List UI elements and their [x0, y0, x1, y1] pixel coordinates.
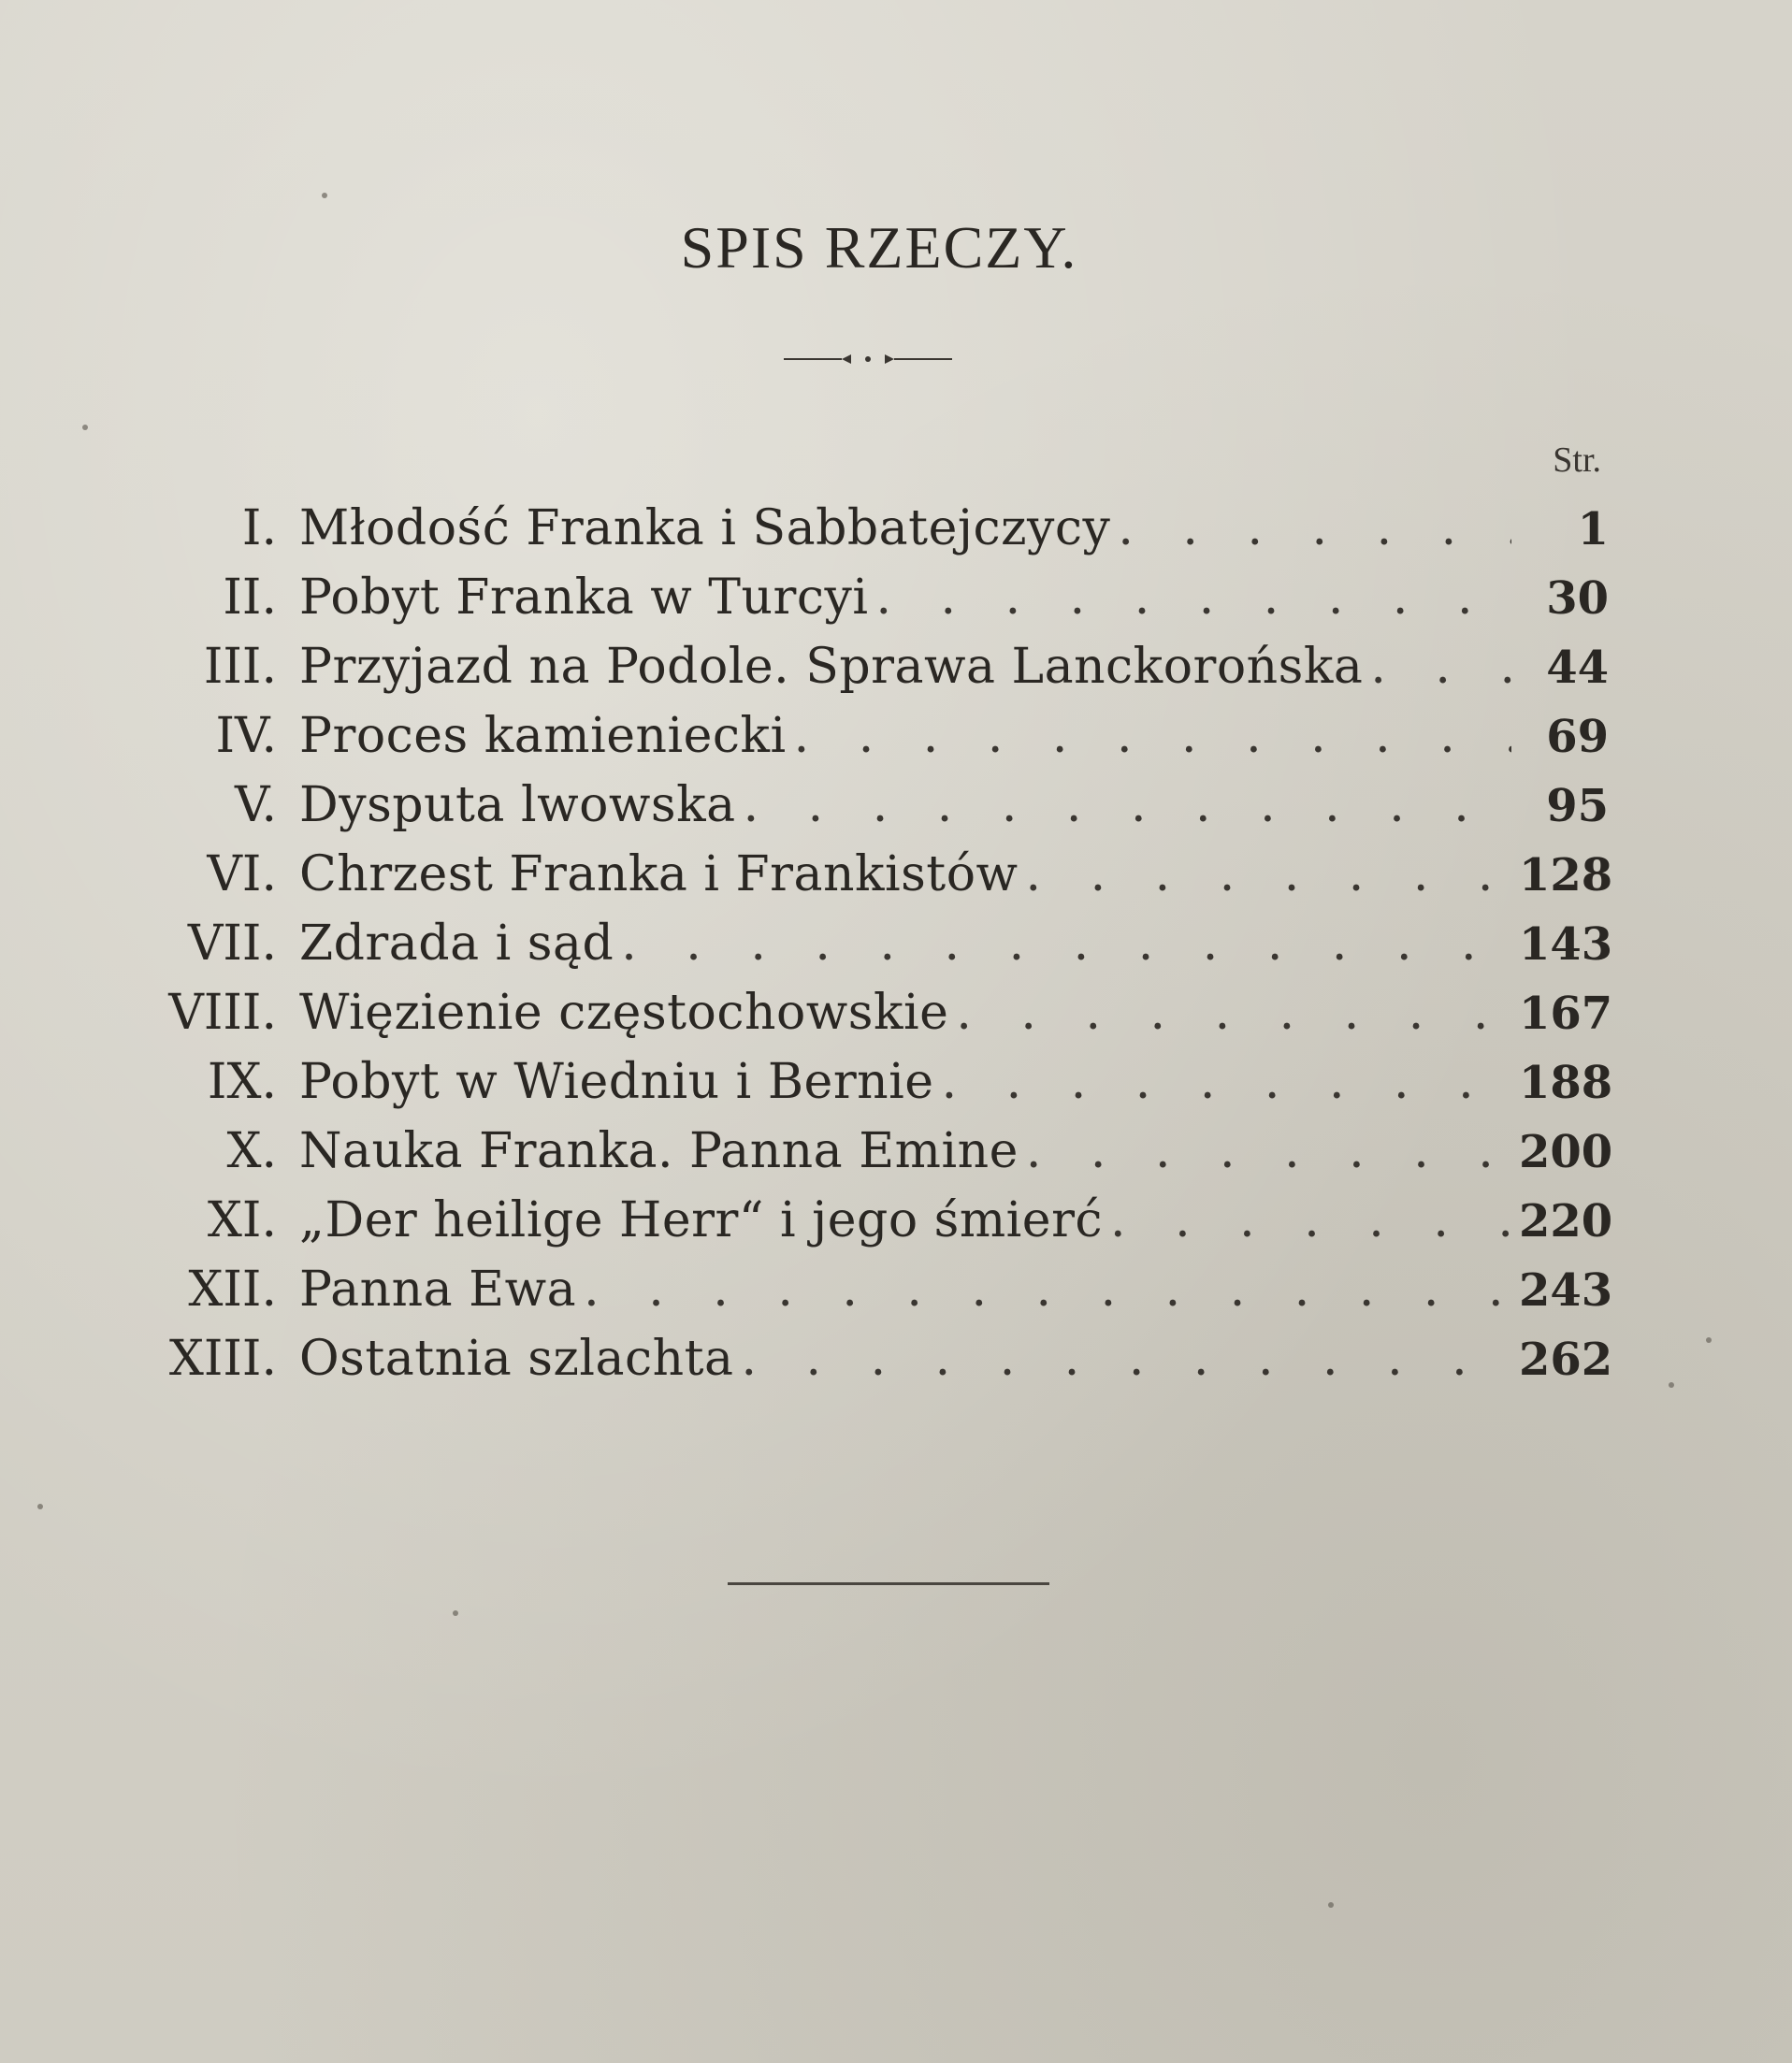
chapter-title: Przyjazd na Podole. Sprawa Lanckorońska: [299, 639, 1364, 695]
chapter-page-number: 243: [1519, 1264, 1613, 1317]
dot-leader: [875, 563, 1511, 632]
dot-leader: [1370, 632, 1511, 701]
chapter-page-number: 262: [1519, 1334, 1613, 1386]
chapter-numeral: X.: [226, 1123, 277, 1179]
dot-leader: [956, 978, 1511, 1047]
toc-entry: [150, 1047, 1613, 1117]
paper-speck: [453, 1610, 458, 1616]
chapter-numeral: VII.: [187, 916, 277, 972]
chapter-page-number: 220: [1519, 1195, 1613, 1248]
paper-speck: [1328, 1902, 1334, 1908]
chapter-title: „Der heilige Herr“ i jego śmierć: [299, 1192, 1104, 1248]
page-column-label: Str.: [1553, 440, 1601, 480]
chapter-title: Młodość Franka i Sabbatejczycy: [299, 500, 1111, 556]
dot-leader: [794, 701, 1511, 771]
chapter-page-number: 95: [1546, 780, 1609, 832]
chapter-page-number: 30: [1546, 572, 1609, 625]
chapter-numeral: VI.: [207, 846, 277, 902]
toc-entry: [150, 1186, 1613, 1255]
closing-rule: [728, 1582, 1049, 1585]
page-title: SPIS RZECZY.: [680, 214, 1078, 281]
chapter-numeral: V.: [235, 777, 277, 833]
paper-speck: [1706, 1337, 1712, 1343]
dot-leader: [1110, 1186, 1511, 1255]
dot-leader: [621, 909, 1511, 978]
dot-leader: [942, 1047, 1511, 1117]
chapter-page-number: 143: [1519, 918, 1613, 971]
dot-leader: [1026, 840, 1511, 909]
chapter-numeral: I.: [241, 500, 277, 556]
toc-entry: [150, 494, 1609, 563]
chapter-page-number: 200: [1519, 1126, 1613, 1178]
dot-leader: [744, 771, 1511, 840]
toc-entry: [150, 701, 1609, 771]
chapter-title: Chrzest Franka i Frankistów: [299, 846, 1019, 902]
toc-entry: [150, 632, 1609, 701]
chapter-title: Dysputa lwowska: [299, 777, 736, 833]
chapter-title: Ostatnia szlachta: [299, 1331, 734, 1387]
toc-entry: [150, 1255, 1613, 1324]
chapter-title: Zdrada i sąd: [299, 916, 614, 972]
chapter-title: Pobyt w Wiedniu i Bernie: [299, 1054, 934, 1110]
chapter-title: Nauka Franka. Panna Emine: [299, 1123, 1019, 1179]
toc-entry: [150, 978, 1613, 1047]
toc-entry: [150, 840, 1613, 909]
chapter-page-number: 167: [1519, 988, 1613, 1040]
toc-entry: [150, 1324, 1613, 1393]
ornament-divider: [784, 348, 952, 370]
dot-leader: [1118, 494, 1511, 563]
chapter-numeral: XIII.: [168, 1331, 277, 1387]
table-of-contents: [150, 494, 1613, 1393]
chapter-numeral: XI.: [207, 1192, 277, 1248]
chapter-title: Proces kamieniecki: [299, 708, 787, 764]
toc-entry: [150, 771, 1609, 840]
paper-speck: [322, 193, 327, 198]
chapter-numeral: IX.: [207, 1054, 277, 1110]
chapter-page-number: 128: [1519, 849, 1613, 902]
chapter-numeral: XII.: [188, 1262, 277, 1318]
chapter-numeral: III.: [203, 639, 277, 695]
chapter-page-number: 188: [1519, 1057, 1613, 1109]
dot-leader: [584, 1255, 1511, 1324]
paper-speck: [82, 425, 88, 430]
toc-entry: [150, 1117, 1613, 1186]
chapter-page-number: 69: [1546, 711, 1609, 763]
chapter-numeral: IV.: [215, 708, 277, 764]
paper-speck: [37, 1504, 43, 1509]
chapter-numeral: VIII.: [168, 985, 277, 1041]
chapter-title: Więzienie częstochowskie: [299, 985, 949, 1041]
dot-leader: [742, 1324, 1512, 1393]
chapter-page-number: 1: [1577, 503, 1609, 555]
dot-leader: [1026, 1117, 1511, 1186]
chapter-title: Pobyt Franka w Turcyi: [299, 570, 869, 626]
paper-speck: [1669, 1382, 1674, 1388]
chapter-title: Panna Ewa: [299, 1262, 577, 1318]
chapter-page-number: 44: [1546, 642, 1609, 694]
toc-entry: [150, 563, 1609, 632]
chapter-numeral: II.: [223, 570, 277, 626]
toc-entry: [150, 909, 1613, 978]
